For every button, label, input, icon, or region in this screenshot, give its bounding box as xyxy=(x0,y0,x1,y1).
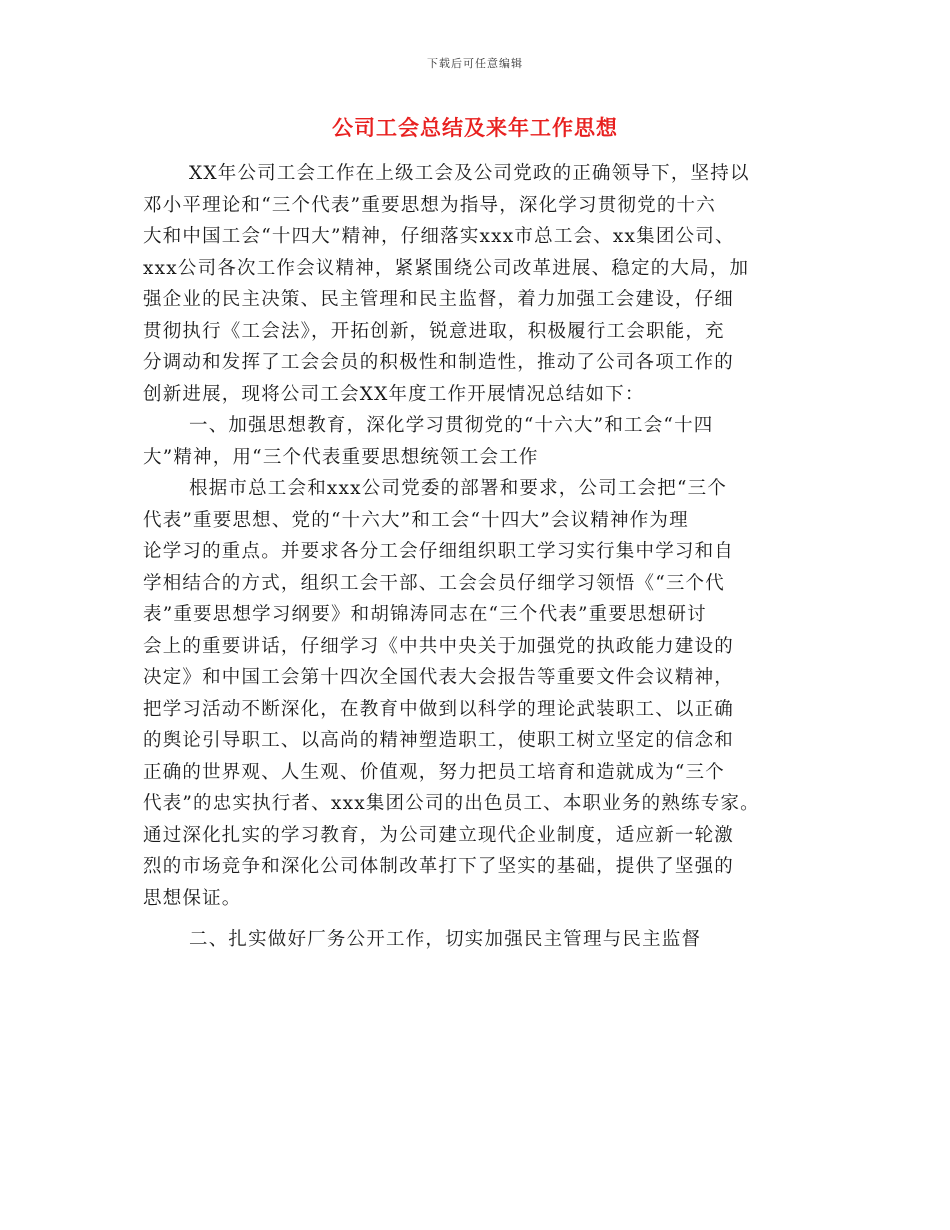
paragraph-line: 根据市总工会和xxx公司党委的部署和要求，公司工会把“三个 xyxy=(189,478,728,499)
section-heading-line: 大”精神，用“三个代表重要思想统领工会工作 xyxy=(143,446,539,468)
document-body xyxy=(143,158,813,956)
document-title: 公司工会总结及来年工作思想 xyxy=(332,116,618,140)
paragraph-line: 表”重要思想学习纲要》和胡锦涛同志在“三个代表”重要思想研讨 xyxy=(143,604,707,625)
paragraph-line: 强企业的民主决策、民主管理和民主监督，着力加强工会建设，仔细 xyxy=(143,289,735,310)
paragraph-line: XX年公司工会工作在上级工会及公司党政的正确领导下，坚持以 xyxy=(189,163,750,184)
section-heading-line: 二、扎实做好厂务公开工作，切实加强民主管理与民主监督 xyxy=(189,929,702,950)
paragraph-line: 会上的重要讲话，仔细学习《中共中央关于加强党的执政能力建设的 xyxy=(143,635,735,657)
paragraph-line: 创新进展，现将公司工会XX年度工作开展情况总结如下： xyxy=(143,383,645,405)
paragraph-line: 把学习活动不断深化，在教育中做到以科学的理论武装职工、以正确 xyxy=(143,698,735,720)
paragraph-line: 邓小平理论和“三个代表”重要思想为指导，深化学习贯彻党的十六 xyxy=(143,194,716,216)
paragraph-line: xxx公司各次工作会议精神，紧紧围绕公司改革进展、稳定的大局，加 xyxy=(143,257,750,279)
header-note: 下载后可任意编辑 xyxy=(427,57,523,70)
section-heading-line: 一、加强思想教育，深化学习贯彻党的“十六大”和工会“十四 xyxy=(189,415,714,436)
paragraph-line: 代表”的忠实执行者、xxx集团公司的出色员工、本职业务的熟练专家。 xyxy=(143,793,760,814)
paragraph-line: 贯彻执行《工会法》，开拓创新，锐意进取，积极履行工会职能，充 xyxy=(143,320,725,342)
paragraph-line: 论学习的重点。并要求各分工会仔细组织职工学习实行集中学习和自 xyxy=(143,541,735,562)
paragraph-line: 决定》和中国工会第十四次全国代表大会报告等重要文件会议精神， xyxy=(143,667,735,688)
paragraph-line: 正确的世界观、人生观、价值观，努力把员工培育和造就成为“三个 xyxy=(143,761,725,783)
paragraph-line: 通过深化扎实的学习教育，为公司建立现代企业制度，适应新一轮激 xyxy=(143,824,735,846)
paragraph-line: 代表”重要思想、党的“十六大”和工会“十四大”会议精神作为理 xyxy=(143,509,689,531)
paragraph-line: 烈的市场竞争和深化公司体制改革打下了坚实的基础，提供了坚强的 xyxy=(143,856,735,877)
paragraph-line: 的舆论引导职工、以高尚的精神塑造职工，使职工树立坚定的信念和 xyxy=(143,730,735,751)
paragraph-line: 分调动和发挥了工会会员的积极性和制造性，推动了公司各项工作的 xyxy=(143,352,735,373)
paragraph-line: 学相结合的方式，组织工会干部、工会会员仔细学习领悟《“三个代 xyxy=(143,572,725,594)
paragraph-line: 思想保证。 xyxy=(143,887,242,909)
paragraph-line: 大和中国工会“十四大”精神，仔细落实xxx市总工会、xx集团公司、 xyxy=(143,226,735,247)
